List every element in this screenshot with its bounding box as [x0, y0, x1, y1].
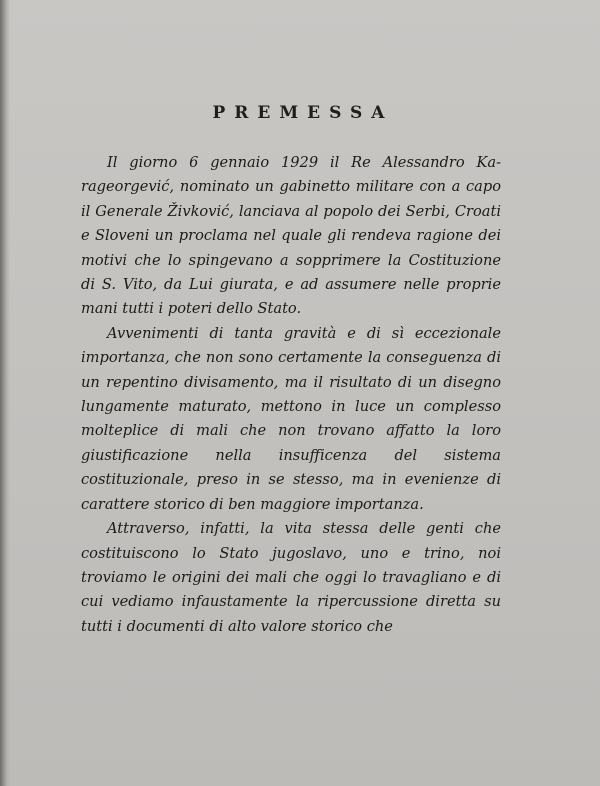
page-title: PREMESSA — [212, 103, 394, 123]
body-text — [81, 151, 501, 639]
paragraph-3: Attraverso, infatti, la vita stessa delle genti che costituiscono lo Stato jugoslavo, uno e trino, noi troviamo le origini dei mali che oggi lo travagliano e di cui vediamo infaustamente la ripercussione diretta su tutti i documenti di alto valore storico che — [81, 520, 501, 635]
paragraph-1: Il giorno 6 gennaio 1929 il Re Alessandro Karageorgević, nominato un gabinetto militare con a capo il Generale Živković, lanciava al popolo dei Serbi, Croati e Sloveni un proclama nel quale gli rendeva ragione dei motivi che lo spingevano a sopprimere la Costituzione di S. Vito, da Lui giurata, e ad assumere nelle proprie mani tutti i poteri dello Stato. — [81, 154, 501, 318]
paragraph-2: Avvenimenti di tanta gravità e di sì eccezionale importanza, che non sono certamente la conseguenza di un repentino divisamento, ma il risultato di un disegno lungamente maturato, mettono in luce un complesso molteplice di mali che non trovano affatto la loro giustificazione nella insufficenza del sistema costituzionale, preso in se stesso, ma in evenienze di carattere storico di ben maggiore importanza. — [81, 324, 501, 513]
